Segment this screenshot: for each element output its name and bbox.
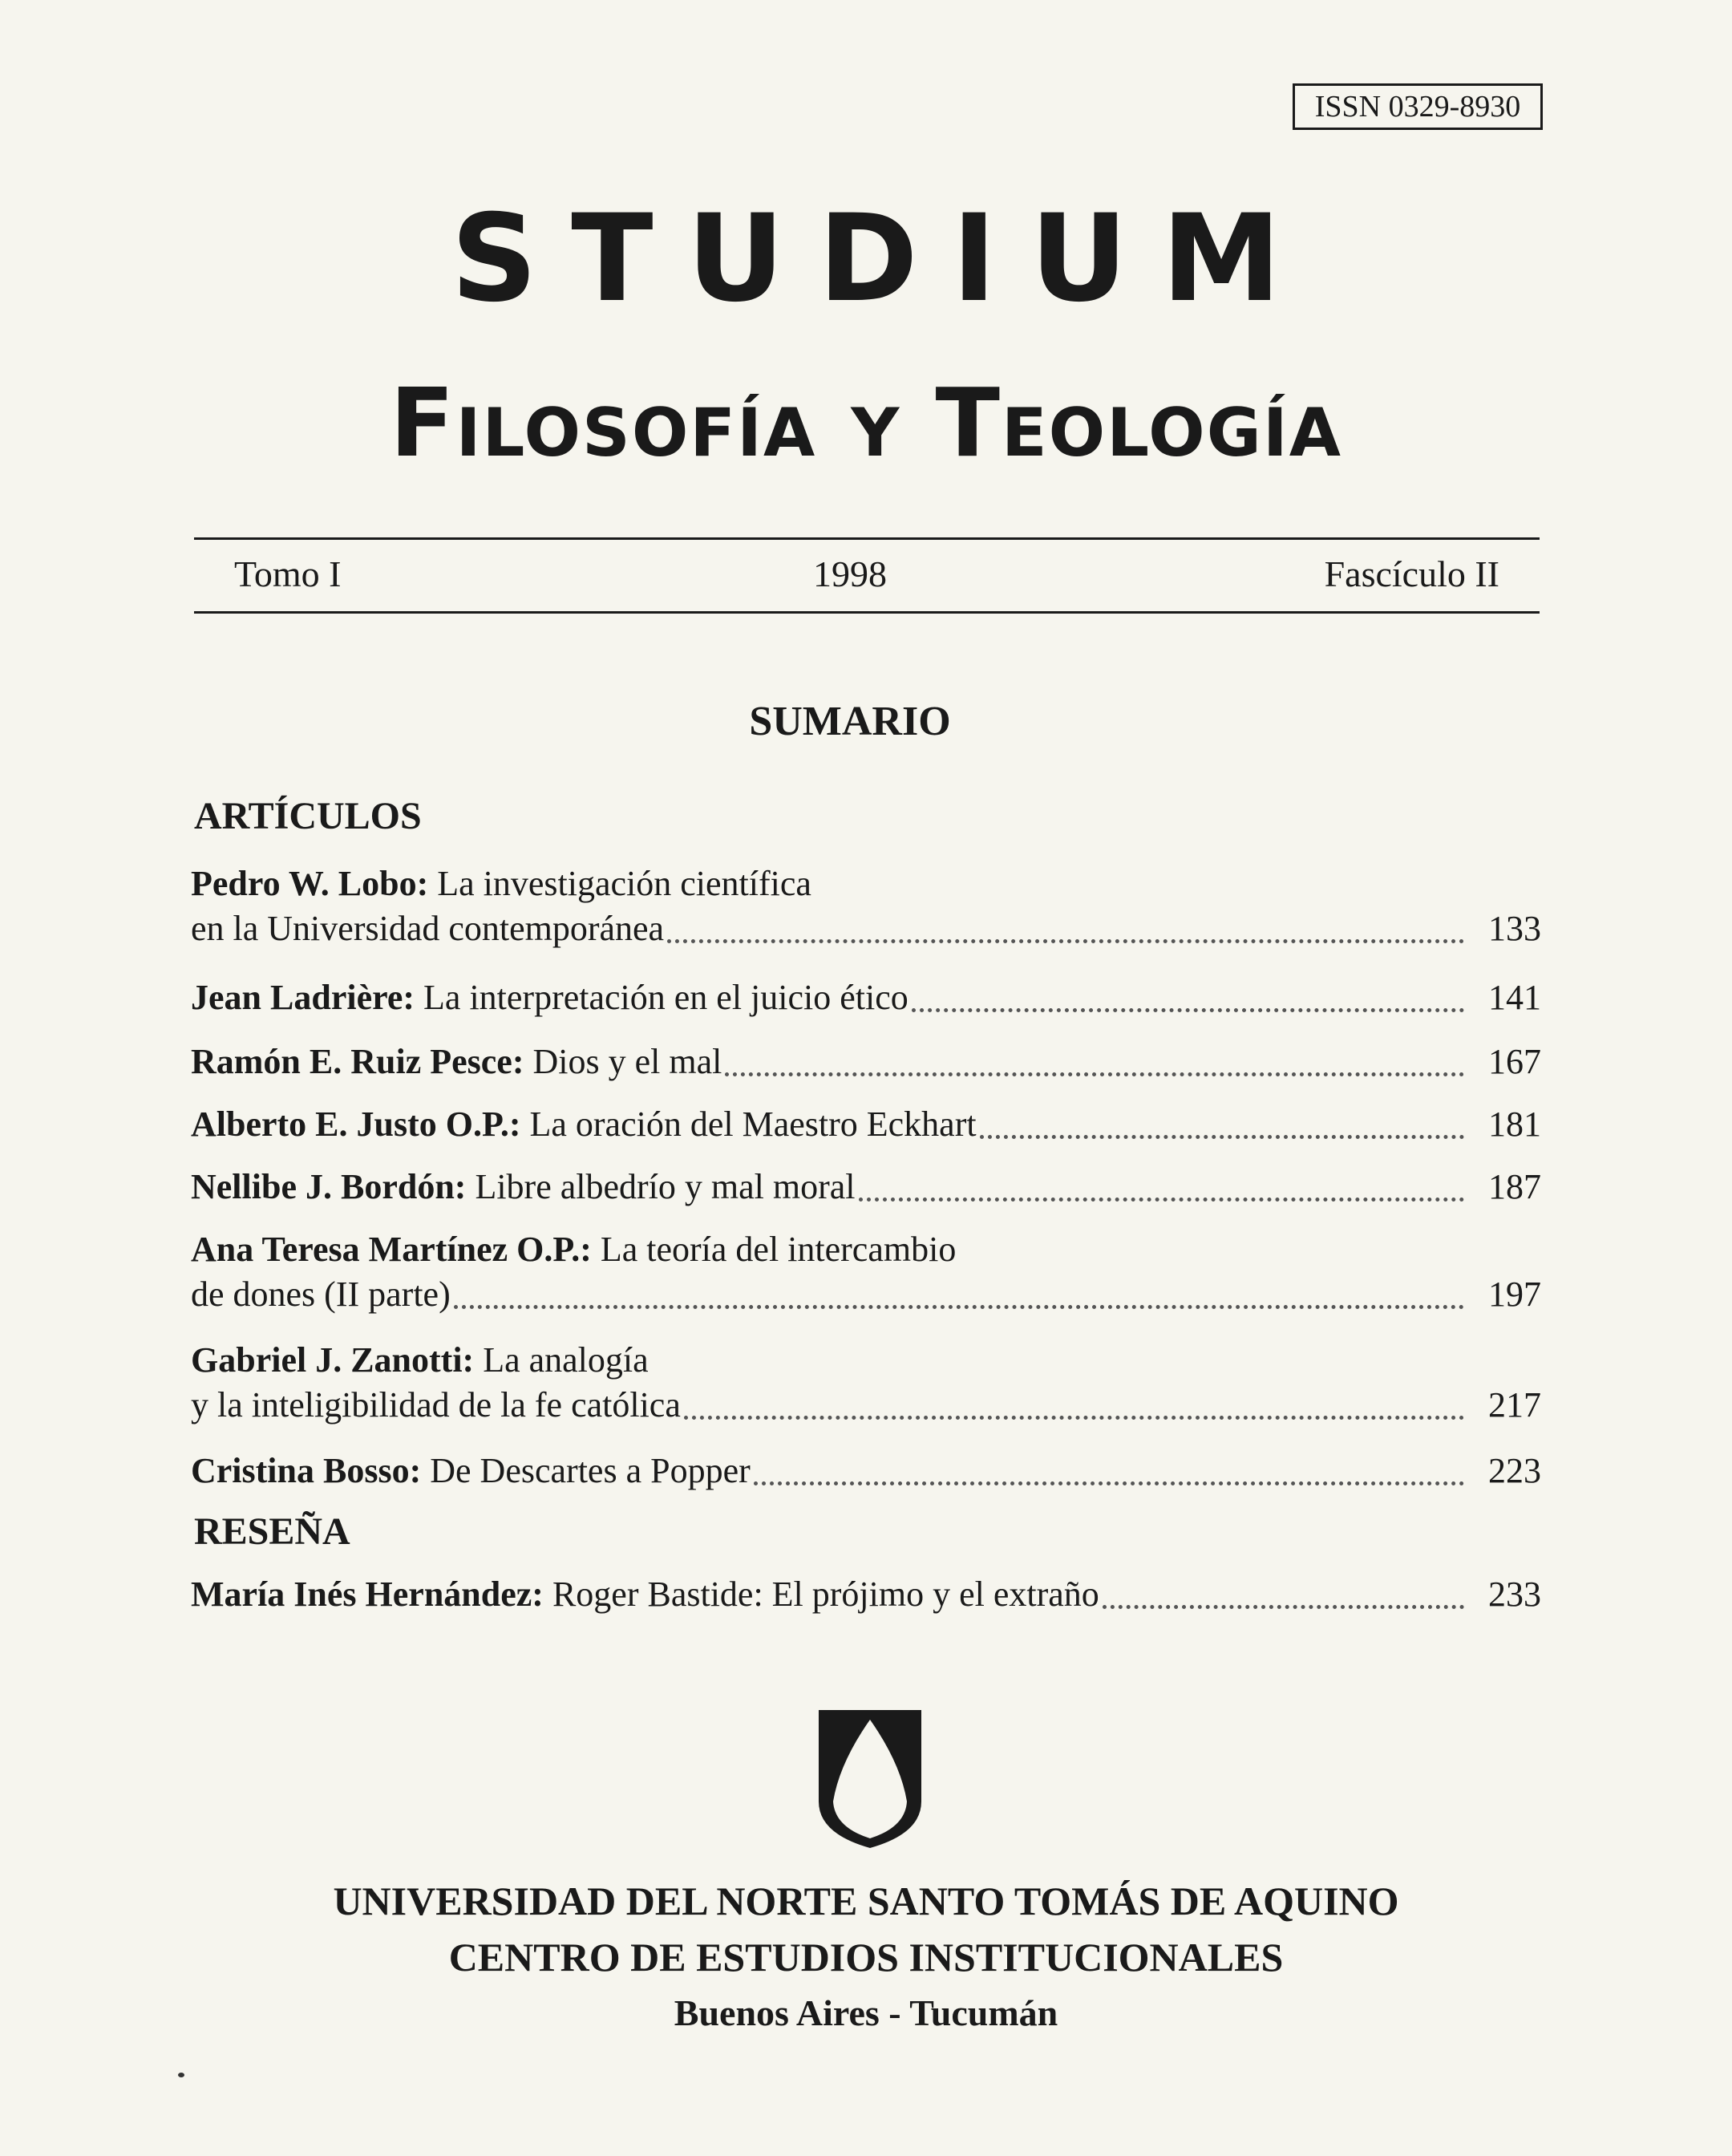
entry-author: Ana Teresa Martínez O.P.: xyxy=(191,1230,592,1269)
entry-author: Pedro W. Lobo: xyxy=(191,864,429,903)
entry-page: 217 xyxy=(1488,1385,1541,1424)
journal-title: STUDIUM xyxy=(451,189,1315,329)
toc-entry xyxy=(191,975,1541,1020)
entry-page: 187 xyxy=(1488,1167,1541,1206)
entry-author: Jean Ladrière: xyxy=(191,978,415,1017)
leader-dots xyxy=(725,1072,1464,1076)
entry-page: 197 xyxy=(1488,1275,1541,1314)
toc-entry xyxy=(191,1040,1541,1084)
entry-page: 167 xyxy=(1488,1042,1541,1081)
year-label: 1998 xyxy=(813,553,887,594)
sumario-heading: SUMARIO xyxy=(749,699,951,744)
print-speck xyxy=(178,2073,184,2077)
leader-dots xyxy=(667,939,1464,943)
toc-entry xyxy=(191,1102,1541,1147)
toc-entry xyxy=(191,1449,1541,1493)
entry-page: 133 xyxy=(1488,909,1541,948)
entry-author: Alberto E. Justo O.P.: xyxy=(191,1104,521,1144)
entry-title-continued: en la Universidad contemporánea xyxy=(191,909,665,948)
entry-page: 181 xyxy=(1488,1104,1541,1144)
section-resena: RESEÑA xyxy=(194,1510,350,1553)
entry-title: La interpretación en el juicio ético xyxy=(423,978,908,1017)
entry-page: 223 xyxy=(1488,1451,1541,1490)
journal-subtitle: Filosofía y Teología xyxy=(390,367,1342,478)
bottom-rule xyxy=(194,611,1540,614)
shield-emblem-icon xyxy=(815,1707,925,1851)
entry-title: Libre albedrío y mal moral xyxy=(475,1167,856,1206)
entry-title: La analogía xyxy=(483,1340,649,1380)
entry-title: Roger Bastide: El prójimo y el extraño xyxy=(552,1574,1099,1614)
toc-entry xyxy=(191,1572,1541,1617)
toc-entry xyxy=(191,1165,1541,1210)
entry-title: La teoría del intercambio xyxy=(600,1230,957,1269)
entry-title: La investigación científica xyxy=(437,864,811,903)
fasciculo-label: Fascículo II xyxy=(1324,553,1499,594)
tomo-label: Tomo I xyxy=(234,553,342,594)
entry-title: La oración del Maestro Eckhart xyxy=(529,1104,977,1144)
issn-box: ISSN 0329-8930 xyxy=(1293,83,1543,130)
leader-dots xyxy=(859,1198,1464,1202)
leader-dots xyxy=(980,1135,1464,1139)
entry-author: Nellibe J. Bordón: xyxy=(191,1167,467,1206)
publisher-center: CENTRO DE ESTUDIOS INSTITUCIONALES xyxy=(448,1935,1284,1980)
entry-title: De Descartes a Popper xyxy=(430,1451,751,1490)
toc-entry xyxy=(191,1338,1541,1428)
entry-author: María Inés Hernández: xyxy=(191,1574,544,1614)
entry-page: 141 xyxy=(1488,978,1541,1017)
entry-author: Cristina Bosso: xyxy=(191,1451,422,1490)
entry-title-continued: y la inteligibilidad de la fe católica xyxy=(191,1385,681,1424)
entry-title-continued: de dones (II parte) xyxy=(191,1275,451,1314)
toc-entry xyxy=(191,1227,1541,1317)
leader-dots xyxy=(454,1305,1464,1309)
entry-author: Ramón E. Ruiz Pesce: xyxy=(191,1042,524,1081)
section-articulos: ARTÍCULOS xyxy=(194,795,422,837)
leader-dots xyxy=(684,1416,1464,1420)
publisher-location: Buenos Aires - Tucumán xyxy=(674,1992,1058,2033)
publisher-university: UNIVERSIDAD DEL NORTE SANTO TOMÁS DE AQUINO xyxy=(333,1878,1399,1923)
entry-title: Dios y el mal xyxy=(532,1042,722,1081)
toc-entry xyxy=(191,861,1541,951)
top-rule xyxy=(194,537,1540,540)
entry-page: 233 xyxy=(1488,1574,1541,1614)
issue-info xyxy=(0,550,1732,598)
leader-dots xyxy=(754,1481,1464,1485)
leader-dots xyxy=(912,1008,1464,1012)
entry-author: Gabriel J. Zanotti: xyxy=(191,1340,475,1380)
leader-dots xyxy=(1103,1605,1464,1609)
